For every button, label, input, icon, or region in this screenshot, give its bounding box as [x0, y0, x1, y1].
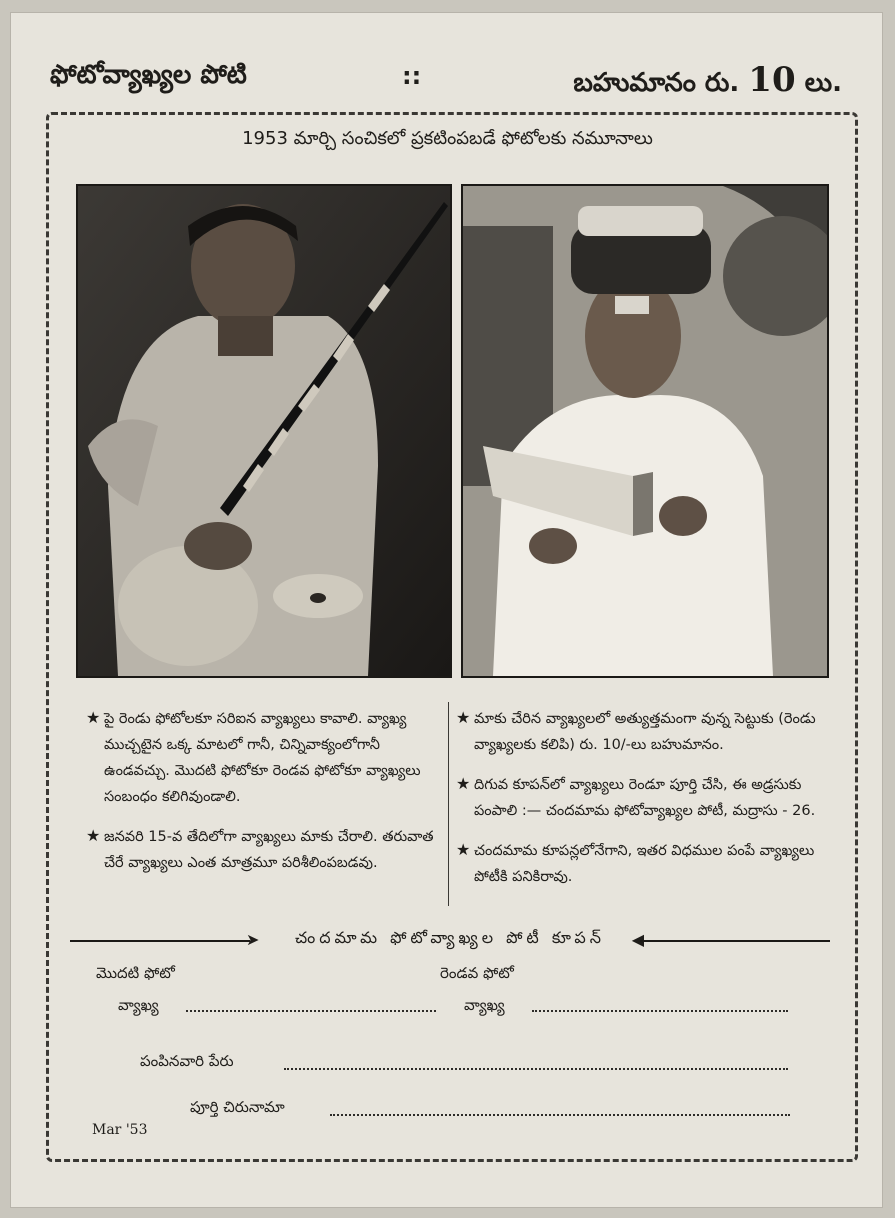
rule-item [86, 824, 436, 876]
rule-text: మాకు చేరిన వ్యాఖ్యలలో అత్యుత్తమంగా వున్న సెట్టుకు (రెండు వ్యాఖ్యలకు కలిపి) రు. 10/-లు బహుమానం. [474, 711, 816, 753]
prize-heading [573, 60, 842, 104]
issue-mark: Mar '53 [92, 1122, 148, 1138]
star-icon: ★ [86, 826, 101, 845]
rules-left-column [86, 706, 436, 890]
coupon-title: చందమామ ఫోటోవ్యాఖ్యల పోటీ కూపన్ [294, 928, 606, 947]
arrow-left-icon: ◀ [631, 930, 644, 949]
contest-title: ఫోటోవ్యాఖ్యల పోటి [50, 60, 247, 90]
caption-label-first: వ్యాఖ్య [118, 996, 159, 1014]
page-header [50, 60, 850, 110]
prize-text: బహుమానం రు. [573, 68, 740, 98]
column-divider [448, 702, 449, 906]
rule-item [86, 706, 436, 810]
caption-field-second[interactable] [532, 1010, 788, 1012]
first-photo-label: మొదటి ఫోటో [96, 964, 175, 982]
star-icon: ★ [456, 774, 471, 793]
first-photo [76, 184, 452, 678]
subtitle: 1953 మార్చి సంచికలో ప్రకటింపబడే ఫోటోలకు నమూనాలు [242, 128, 653, 149]
prize-amount: 10 [748, 60, 796, 100]
caption-field-first[interactable] [186, 1010, 436, 1012]
caption-label-second: వ్యాఖ్య [464, 996, 505, 1014]
star-icon: ★ [456, 708, 471, 727]
header-separator: :: [402, 62, 422, 90]
rule-item [456, 706, 834, 758]
prize-suffix: లు. [804, 68, 842, 98]
address-field[interactable] [330, 1114, 790, 1116]
rules-right-column [456, 706, 834, 904]
rule-text: జనవరి 15-వ తేదిలోగా వ్యాఖ్యలు మాకు చేరాలి. తరువాత చేరే వ్యాఖ్యలు ఎంత మాత్రమూ పరిశీలింపబడవు. [104, 829, 434, 871]
coupon-line-left [70, 940, 250, 942]
rule-item [456, 772, 834, 824]
coupon-heading [70, 928, 830, 954]
second-photo [461, 184, 829, 678]
rule-text: పై రెండు ఫోటోలకూ సరిఐన వ్యాఖ్యలు కావాలి. వ్యాఖ్య ముచ్చటైన ఒక్క మాటలో గానీ, చిన్నివాక్యంలోగానీ ఉండవచ్చు. మొదటి ఫోటోకూ రెండవ ఫోటోకూ వ్యాఖ్యలు సంబంధం కలిగివుండాలి. [104, 711, 421, 805]
star-icon: ★ [456, 840, 471, 859]
rule-text: చందమామ కూపన్లలోనేగాని, ఇతర విధముల పంపే వ్యాఖ్యలు పోటీకి పనికిరావు. [474, 843, 815, 885]
rule-item [456, 838, 834, 890]
star-icon: ★ [86, 708, 101, 727]
second-photo-label: రెండవ ఫోటో [440, 964, 514, 982]
sender-name-field[interactable] [284, 1068, 788, 1070]
address-label: పూర్తి చిరునామా [190, 1098, 285, 1116]
rule-text: దిగువ కూపన్‌లో వ్యాఖ్యలు రెండూ పూర్తి చేసి, ఈ అడ్రసుకు పంపాలి :— చందమామ ఫోటోవ్యాఖ్యల పోటీ, మద్రాసు - 26. [474, 777, 816, 819]
arrow-right-icon: ➤ [246, 930, 260, 949]
coupon-line-right [640, 940, 830, 942]
sender-name-label: పంపినవారి పేరు [140, 1052, 234, 1070]
